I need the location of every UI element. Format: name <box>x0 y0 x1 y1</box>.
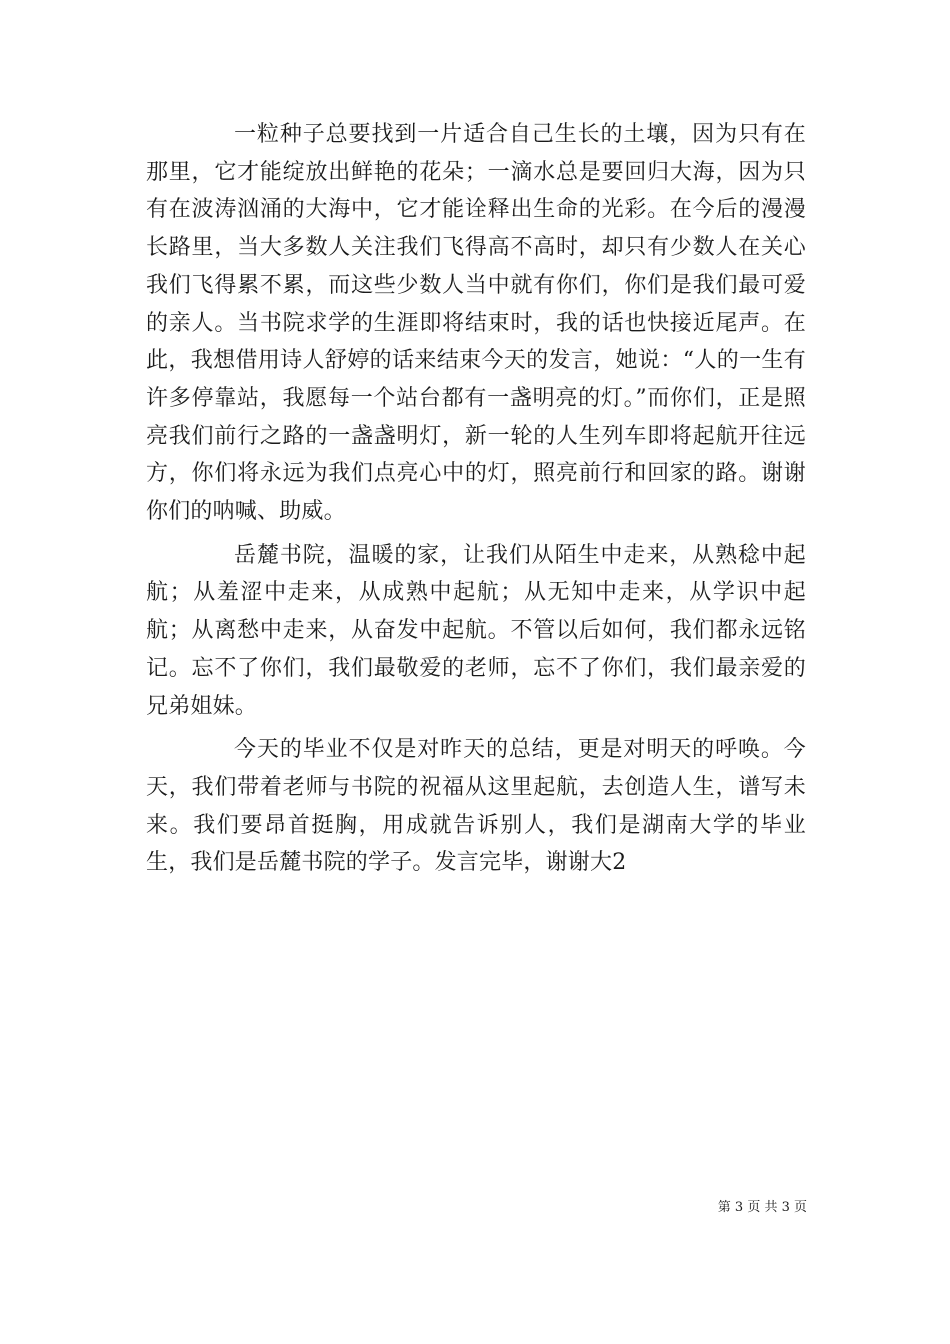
document-body <box>146 116 806 882</box>
paragraph-1: 一粒种子总要找到一片适合自己生长的土壤，因为只有在那里，它才能绽放出鲜艳的花朵；一滴水总是要回归大海，因为只有在波涛汹涌的大海中，它才能诠释出生命的光彩。在今后的漫漫长路里，当大多数人关注我们飞得高不高时，却只有少数人在关心我们飞得累不累，而这些少数人当中就有你们，你们是我们最可爱的亲人。当书院求学的生涯即将结束时，我的话也快接近尾声。在此，我想借用诗人舒婷的话来结束今天的发言，她说：“人的一生有许多停靠站，我愿每一个站台都有一盏明亮的灯。”而你们，正是照亮我们前行之路的一盏盏明灯，新一轮的人生列车即将起航开往远方，你们将永远为我们点亮心中的灯，照亮前行和回家的路。谢谢你们的呐喊、助威。 <box>146 122 806 525</box>
page-number-footer: 第 3 页 共 3 页 <box>717 1200 807 1215</box>
paragraph-3: 今天的毕业不仅是对昨天的总结，更是对明天的呼唤。今天，我们带着老师与书院的祝福从这里起航，去创造人生，谱写未来。我们要昂首挺胸，用成就告诉别人，我们是湖南大学的毕业生，我们是岳麓书院的学子。发言完毕，谢谢大2 <box>146 737 806 876</box>
paragraph-2: 岳麓书院，温暖的家，让我们从陌生中走来，从熟稔中起航；从羞涩中走来，从成熟中起航；从无知中走来，从学识中起航；从离愁中走来，从奋发中起航。不管以后如何，我们都永远铭记。忘不了你们，我们最敬爱的老师，忘不了你们，我们最亲爱的兄弟姐妹。 <box>146 542 806 719</box>
